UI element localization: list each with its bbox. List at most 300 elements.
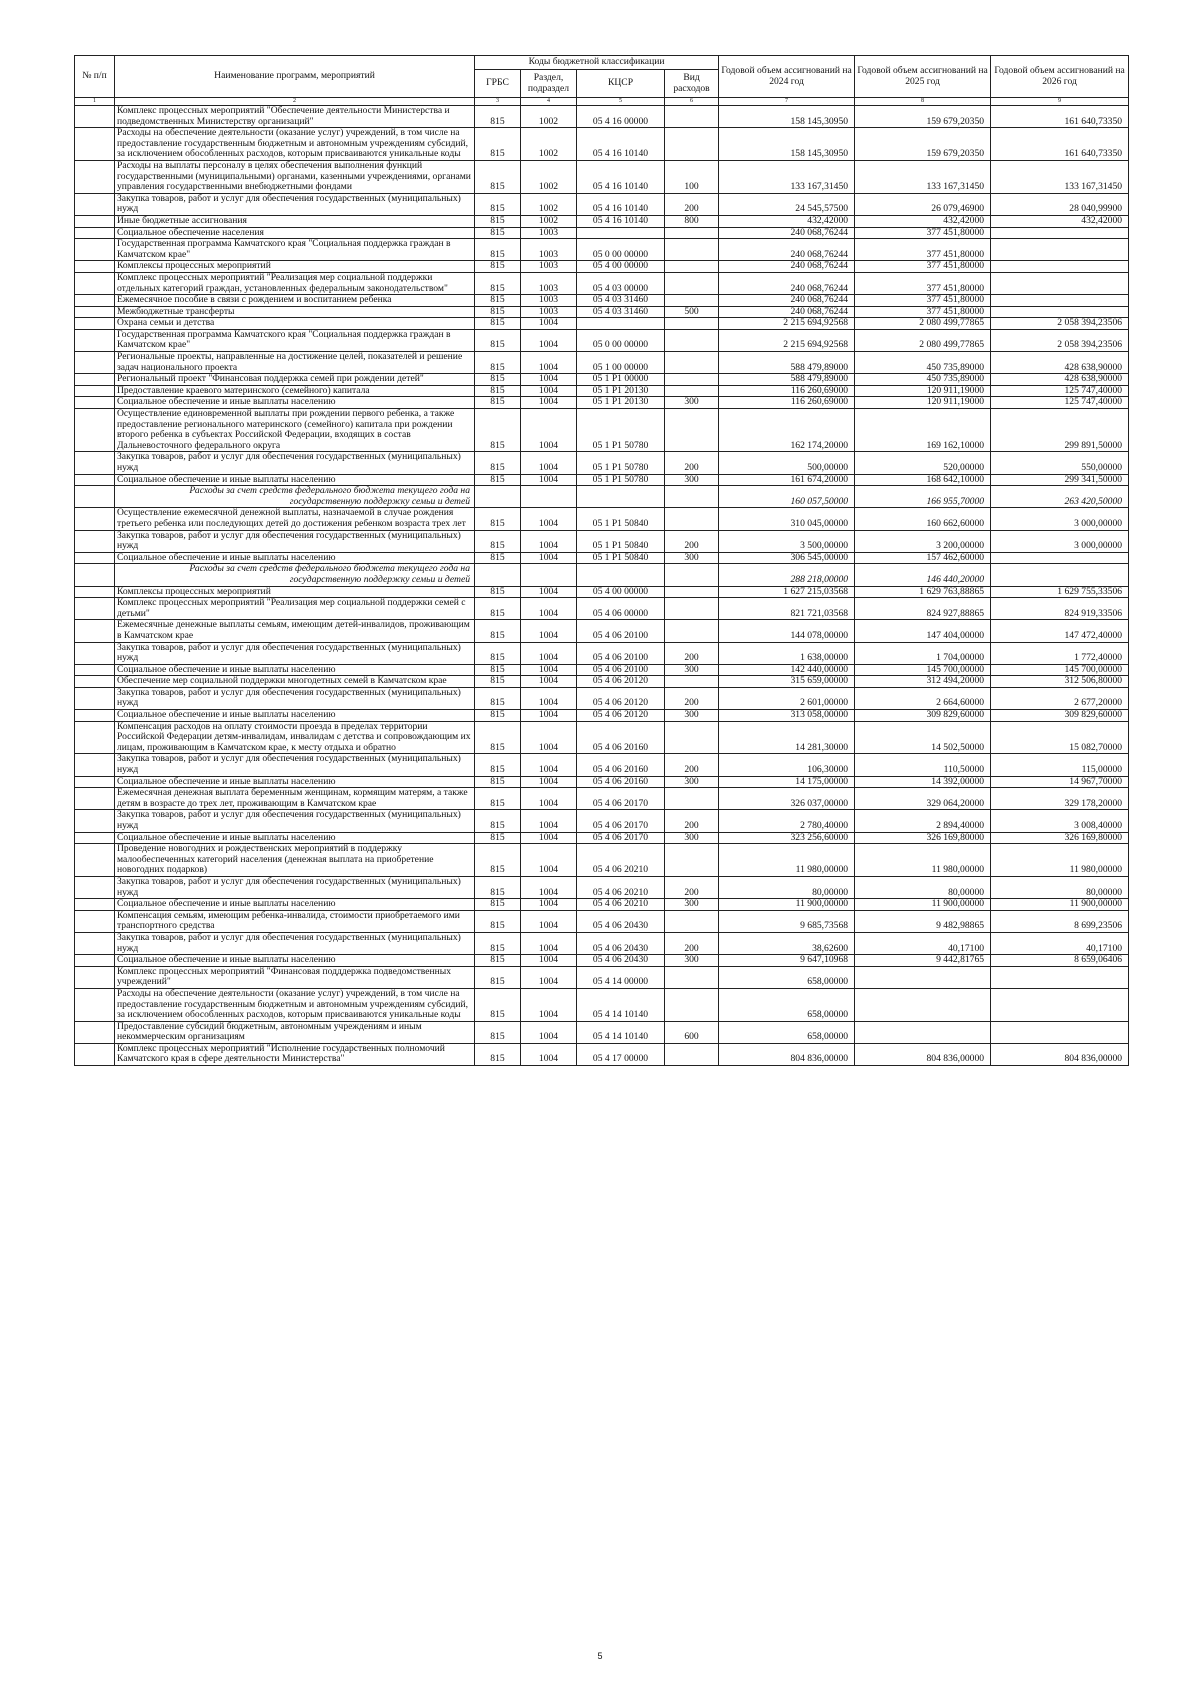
row-amount-2025: 377 451,80000	[855, 227, 991, 239]
row-kcsr: 05 4 14 00000	[577, 966, 665, 988]
row-section: 1004	[521, 620, 577, 642]
row-kcsr: 05 4 16 10140	[577, 160, 665, 193]
row-amount-2025: 312 494,20000	[855, 676, 991, 688]
row-vid	[665, 988, 719, 1021]
row-section: 1004	[521, 832, 577, 844]
row-grbs: 815	[475, 932, 521, 954]
row-number-cell	[75, 1043, 115, 1065]
row-amount-2024: 313 058,00000	[719, 710, 855, 722]
row-amount-2026	[991, 227, 1129, 239]
table-row	[75, 810, 1129, 832]
row-grbs: 815	[475, 352, 521, 374]
table-row	[75, 664, 1129, 676]
row-name: Охрана семьи и детства	[115, 318, 475, 330]
row-kcsr: 05 4 06 20170	[577, 832, 665, 844]
row-amount-2025: 450 735,89000	[855, 352, 991, 374]
table-row	[75, 932, 1129, 954]
row-kcsr: 05 1 P1 20130	[577, 397, 665, 409]
row-section: 1004	[521, 508, 577, 530]
row-vid: 500	[665, 306, 719, 318]
row-amount-2026: 550,00000	[991, 452, 1129, 474]
row-number-cell	[75, 329, 115, 351]
row-amount-2026: 133 167,31450	[991, 160, 1129, 193]
header-name: Наименование программ, мероприятий	[115, 56, 475, 98]
row-number-cell	[75, 128, 115, 161]
row-number-cell	[75, 564, 115, 586]
row-amount-2024: 162 174,20000	[719, 409, 855, 452]
row-kcsr: 05 4 00 00000	[577, 261, 665, 273]
row-vid: 200	[665, 452, 719, 474]
row-amount-2026	[991, 306, 1129, 318]
column-index: 4	[521, 98, 577, 106]
row-name: Иные бюджетные ассигнования	[115, 215, 475, 227]
row-grbs: 815	[475, 508, 521, 530]
row-amount-2024: 658,00000	[719, 1021, 855, 1043]
row-number-cell	[75, 966, 115, 988]
row-section: 1004	[521, 687, 577, 709]
table-row	[75, 988, 1129, 1021]
row-vid	[665, 598, 719, 620]
row-name: Закупка товаров, работ и услуг для обеспечения государственных (муниципальных) нужд	[115, 452, 475, 474]
row-amount-2024: 288 218,00000	[719, 564, 855, 586]
row-grbs: 815	[475, 474, 521, 486]
row-number-cell	[75, 452, 115, 474]
row-vid	[665, 721, 719, 754]
row-amount-2025: 326 169,80000	[855, 832, 991, 844]
row-amount-2026: 428 638,90000	[991, 374, 1129, 386]
row-amount-2026: 428 638,90000	[991, 352, 1129, 374]
row-name: Закупка товаров, работ и услуг для обеспечения государственных (муниципальных) нужд	[115, 876, 475, 898]
table-row	[75, 352, 1129, 374]
row-section: 1004	[521, 318, 577, 330]
row-number-cell	[75, 598, 115, 620]
row-amount-2024: 323 256,60000	[719, 832, 855, 844]
row-section: 1002	[521, 106, 577, 128]
row-amount-2025: 377 451,80000	[855, 272, 991, 294]
row-vid	[665, 352, 719, 374]
row-grbs: 815	[475, 272, 521, 294]
table-row	[75, 788, 1129, 810]
row-section: 1004	[521, 710, 577, 722]
row-amount-2026: 14 967,70000	[991, 776, 1129, 788]
row-amount-2026: 824 919,33506	[991, 598, 1129, 620]
table-row	[75, 452, 1129, 474]
row-amount-2025: 157 462,60000	[855, 552, 991, 564]
row-number-cell	[75, 193, 115, 215]
row-grbs: 815	[475, 318, 521, 330]
row-vid	[665, 261, 719, 273]
row-amount-2024: 14 175,00000	[719, 776, 855, 788]
row-amount-2024: 2 215 694,92568	[719, 329, 855, 351]
row-kcsr	[577, 564, 665, 586]
row-amount-2025: 520,00000	[855, 452, 991, 474]
row-section: 1004	[521, 552, 577, 564]
row-amount-2025: 432,42000	[855, 215, 991, 227]
page-number: 5	[597, 1651, 603, 1661]
row-section: 1003	[521, 239, 577, 261]
row-section: 1004	[521, 329, 577, 351]
row-amount-2026	[991, 966, 1129, 988]
row-kcsr: 05 4 06 20120	[577, 676, 665, 688]
row-section: 1002	[521, 193, 577, 215]
row-amount-2024: 2 215 694,92568	[719, 318, 855, 330]
row-amount-2024: 11 980,00000	[719, 844, 855, 877]
row-amount-2025: 120 911,19000	[855, 385, 991, 397]
row-grbs: 815	[475, 687, 521, 709]
row-grbs: 815	[475, 329, 521, 351]
row-vid: 200	[665, 754, 719, 776]
row-amount-2024: 2 780,40000	[719, 810, 855, 832]
row-amount-2026	[991, 1021, 1129, 1043]
row-grbs: 815	[475, 955, 521, 967]
row-grbs: 815	[475, 642, 521, 664]
row-number-cell	[75, 710, 115, 722]
row-grbs: 815	[475, 239, 521, 261]
row-name: Закупка товаров, работ и услуг для обеспечения государственных (муниципальных) нужд	[115, 687, 475, 709]
row-kcsr: 05 4 16 10140	[577, 193, 665, 215]
row-grbs: 815	[475, 721, 521, 754]
row-kcsr: 05 4 06 00000	[577, 598, 665, 620]
row-kcsr: 05 4 06 20210	[577, 899, 665, 911]
row-vid: 300	[665, 776, 719, 788]
table-row	[75, 955, 1129, 967]
row-amount-2024: 240 068,76244	[719, 261, 855, 273]
row-grbs: 815	[475, 106, 521, 128]
row-section: 1004	[521, 844, 577, 877]
row-amount-2024: 658,00000	[719, 966, 855, 988]
row-number-cell	[75, 261, 115, 273]
row-vid	[665, 385, 719, 397]
row-amount-2024: 310 045,00000	[719, 508, 855, 530]
row-grbs: 815	[475, 988, 521, 1021]
row-section	[521, 564, 577, 586]
row-amount-2024: 240 068,76244	[719, 239, 855, 261]
row-vid: 200	[665, 810, 719, 832]
row-kcsr: 05 4 16 10140	[577, 215, 665, 227]
row-grbs: 815	[475, 966, 521, 988]
table-row	[75, 1043, 1129, 1065]
table-row	[75, 374, 1129, 386]
row-amount-2025: 2 080 499,77865	[855, 329, 991, 351]
row-grbs: 815	[475, 620, 521, 642]
row-amount-2026: 2 058 394,23506	[991, 329, 1129, 351]
header-2024: Годовой объем ассигнований на 2024 год	[719, 56, 855, 98]
row-section: 1004	[521, 397, 577, 409]
row-vid	[665, 676, 719, 688]
row-kcsr: 05 4 14 10140	[577, 988, 665, 1021]
row-amount-2025: 80,00000	[855, 876, 991, 898]
row-section: 1004	[521, 530, 577, 552]
row-amount-2024: 38,62600	[719, 932, 855, 954]
row-amount-2024: 160 057,50000	[719, 486, 855, 508]
row-name: Региональный проект "Финансовая поддержка семей при рождении детей"	[115, 374, 475, 386]
row-amount-2024: 14 281,30000	[719, 721, 855, 754]
row-vid: 200	[665, 932, 719, 954]
row-kcsr: 05 1 P1 50840	[577, 508, 665, 530]
row-amount-2026: 309 829,60000	[991, 710, 1129, 722]
row-section: 1004	[521, 899, 577, 911]
row-name: Осуществление ежемесячной денежной выплаты, назначаемой в случае рождения третьего ребенка или последующих детей до достижения ребенком возраста трех лет	[115, 508, 475, 530]
row-kcsr: 05 4 06 20120	[577, 687, 665, 709]
row-name: Социальное обеспечение и иные выплаты населению	[115, 899, 475, 911]
column-index-row	[75, 98, 1129, 106]
row-number-cell	[75, 910, 115, 932]
row-name: Ежемесячные денежные выплаты семьям, имеющим детей-инвалидов, проживающим в Камчатском крае	[115, 620, 475, 642]
row-grbs: 815	[475, 160, 521, 193]
row-amount-2025: 159 679,20350	[855, 106, 991, 128]
row-name: Социальное обеспечение и иные выплаты населению	[115, 832, 475, 844]
row-amount-2025: 377 451,80000	[855, 295, 991, 307]
row-kcsr: 05 4 06 20430	[577, 955, 665, 967]
row-amount-2026: 40,17100	[991, 932, 1129, 954]
row-amount-2024: 158 145,30950	[719, 106, 855, 128]
table-row	[75, 676, 1129, 688]
row-number-cell	[75, 374, 115, 386]
column-index: 8	[855, 98, 991, 106]
row-amount-2025: 450 735,89000	[855, 374, 991, 386]
row-grbs: 815	[475, 530, 521, 552]
row-amount-2025: 168 642,10000	[855, 474, 991, 486]
table-row	[75, 272, 1129, 294]
row-number-cell	[75, 844, 115, 877]
table-row	[75, 215, 1129, 227]
row-section: 1004	[521, 988, 577, 1021]
row-amount-2024: 804 836,00000	[719, 1043, 855, 1065]
budget-table-sheet	[74, 55, 1128, 1066]
row-amount-2025	[855, 1021, 991, 1043]
row-name: Расходы на выплаты персоналу в целях обеспечения выполнения функций государственными (муниципальными) органами, казенными учреждениями, органами управления государственными внебюджетными фондами	[115, 160, 475, 193]
row-section: 1004	[521, 598, 577, 620]
row-section: 1004	[521, 452, 577, 474]
row-grbs: 815	[475, 409, 521, 452]
row-amount-2026: 3 008,40000	[991, 810, 1129, 832]
row-kcsr: 05 4 06 20430	[577, 932, 665, 954]
row-amount-2026	[991, 552, 1129, 564]
row-amount-2026: 161 640,73350	[991, 128, 1129, 161]
row-name: Комплекс процессных мероприятий "Реализация мер социальной поддержки семей с детьми"	[115, 598, 475, 620]
row-name: Социальное обеспечение и иные выплаты населению	[115, 664, 475, 676]
row-number-cell	[75, 586, 115, 598]
row-grbs: 815	[475, 876, 521, 898]
table-row	[75, 385, 1129, 397]
row-vid	[665, 128, 719, 161]
table-row	[75, 306, 1129, 318]
row-name: Государственная программа Камчатского края "Социальная поддержка граждан в Камчатском крае"	[115, 329, 475, 351]
row-amount-2026: 11 900,00000	[991, 899, 1129, 911]
row-kcsr: 05 1 P1 50840	[577, 530, 665, 552]
row-amount-2025: 160 662,60000	[855, 508, 991, 530]
row-kcsr: 05 1 P1 50780	[577, 474, 665, 486]
row-section: 1002	[521, 215, 577, 227]
row-vid: 200	[665, 687, 719, 709]
row-amount-2025: 824 927,88865	[855, 598, 991, 620]
row-name: Осуществление единовременной выплаты при рождении первого ребенка, а также предоставление регионального материнского (семейного) капитала при рождении второго ребенка в субъектах Российской Федерации, входящих в состав Дальневосточного федерального округа	[115, 409, 475, 452]
row-vid: 200	[665, 642, 719, 664]
row-number-cell	[75, 409, 115, 452]
row-name: Социальное обеспечение и иные выплаты населению	[115, 710, 475, 722]
row-amount-2026	[991, 564, 1129, 586]
row-amount-2025: 147 404,00000	[855, 620, 991, 642]
row-section: 1004	[521, 474, 577, 486]
row-kcsr	[577, 227, 665, 239]
row-number-cell	[75, 306, 115, 318]
table-row	[75, 239, 1129, 261]
row-section: 1003	[521, 295, 577, 307]
row-grbs: 815	[475, 754, 521, 776]
row-amount-2025: 11 900,00000	[855, 899, 991, 911]
row-amount-2026	[991, 988, 1129, 1021]
row-number-cell	[75, 215, 115, 227]
table-row	[75, 687, 1129, 709]
row-kcsr: 05 1 00 00000	[577, 352, 665, 374]
row-name: Межбюджетные трансферты	[115, 306, 475, 318]
row-vid: 300	[665, 397, 719, 409]
table-row	[75, 474, 1129, 486]
header-codes-group: Коды бюджетной классификации	[475, 56, 719, 70]
row-name: Предоставление субсидий бюджетным, автономным учреждениям и иным некоммерческим организациям	[115, 1021, 475, 1043]
row-vid: 200	[665, 193, 719, 215]
row-amount-2024: 142 440,00000	[719, 664, 855, 676]
row-name: Социальное обеспечение и иные выплаты населению	[115, 552, 475, 564]
row-grbs: 815	[475, 810, 521, 832]
row-amount-2024: 1 638,00000	[719, 642, 855, 664]
row-name: Закупка товаров, работ и услуг для обеспечения государственных (муниципальных) нужд	[115, 193, 475, 215]
row-amount-2024: 240 068,76244	[719, 306, 855, 318]
row-number-cell	[75, 508, 115, 530]
table-row	[75, 508, 1129, 530]
row-section: 1003	[521, 272, 577, 294]
row-kcsr: 05 1 P1 50840	[577, 552, 665, 564]
row-amount-2024: 315 659,00000	[719, 676, 855, 688]
row-amount-2026: 326 169,80000	[991, 832, 1129, 844]
row-name: Социальное обеспечение и иные выплаты населению	[115, 776, 475, 788]
row-grbs: 815	[475, 598, 521, 620]
row-grbs	[475, 564, 521, 586]
row-section: 1004	[521, 910, 577, 932]
row-number-cell	[75, 295, 115, 307]
row-amount-2024: 116 260,69000	[719, 397, 855, 409]
row-name: Ежемесячное пособие в связи с рождением и воспитанием ребенка	[115, 295, 475, 307]
row-kcsr: 05 0 00 00000	[577, 329, 665, 351]
row-vid: 300	[665, 664, 719, 676]
row-name: Расходы на обеспечение деятельности (оказание услуг) учреждений, в том числе на предоставление государственным бюджетным и автономным учреждениям субсидий, за исключением обособленных расходов, которым присваиваются уникальные коды	[115, 988, 475, 1021]
row-name: Ежемесячная денежная выплата беременным женщинам, кормящим матерям, а также детям в возрасте до трех лет, проживающим в Камчатском крае	[115, 788, 475, 810]
row-number-cell	[75, 788, 115, 810]
row-vid: 300	[665, 955, 719, 967]
row-amount-2024: 326 037,00000	[719, 788, 855, 810]
table-row	[75, 876, 1129, 898]
row-vid	[665, 910, 719, 932]
row-amount-2025: 169 162,10000	[855, 409, 991, 452]
row-kcsr: 05 0 00 00000	[577, 239, 665, 261]
row-name: Проведение новогодних и рождественских мероприятий в поддержку малообеспеченных категорий населения (денежная выплата на приобретение новогодних подарков)	[115, 844, 475, 877]
row-section: 1004	[521, 721, 577, 754]
row-amount-2024: 306 545,00000	[719, 552, 855, 564]
row-name: Социальное обеспечение и иные выплаты населению	[115, 955, 475, 967]
row-kcsr: 05 1 P1 00000	[577, 374, 665, 386]
row-amount-2026: 3 000,00000	[991, 508, 1129, 530]
row-amount-2026	[991, 272, 1129, 294]
row-name: Государственная программа Камчатского края "Социальная поддержка граждан в Камчатском крае"	[115, 239, 475, 261]
row-amount-2025: 804 836,00000	[855, 1043, 991, 1065]
row-amount-2025: 2 664,60000	[855, 687, 991, 709]
table-row	[75, 128, 1129, 161]
table-row	[75, 910, 1129, 932]
row-name: Социальное обеспечение и иные выплаты населению	[115, 474, 475, 486]
row-kcsr: 05 4 03 31460	[577, 306, 665, 318]
row-grbs: 815	[475, 295, 521, 307]
row-section: 1004	[521, 876, 577, 898]
row-amount-2026: 3 000,00000	[991, 530, 1129, 552]
row-amount-2025: 133 167,31450	[855, 160, 991, 193]
row-number-cell	[75, 955, 115, 967]
row-amount-2026: 804 836,00000	[991, 1043, 1129, 1065]
table-row	[75, 620, 1129, 642]
row-amount-2024: 588 479,89000	[719, 374, 855, 386]
row-grbs: 815	[475, 586, 521, 598]
row-name: Расходы за счет средств федерального бюджета текущего года на государственную поддержку семьи и детей	[115, 486, 475, 508]
row-amount-2026: 8 659,06406	[991, 955, 1129, 967]
row-grbs	[475, 486, 521, 508]
row-amount-2025: 1 704,00000	[855, 642, 991, 664]
row-name: Компенсация расходов на оплату стоимости проезда в пределах территории Российской Федерации детям-инвалидам, инвалидам с детства и сопровождающим их лицам, проживающим в Камчатском крае, к месту отдыха и обратно	[115, 721, 475, 754]
table-row	[75, 530, 1129, 552]
row-name: Расходы на обеспечение деятельности (оказание услуг) учреждений, в том числе на предоставление государственным бюджетным и автономным учреждениям субсидий, за исключением обособленных расходов, которым присваиваются уникальные коды	[115, 128, 475, 161]
row-amount-2025: 26 079,46900	[855, 193, 991, 215]
row-name: Комплекс процессных мероприятий "Реализация мер социальной поддержки отдельных категорий граждан, установленных федеральным законодательством"	[115, 272, 475, 294]
row-number-cell	[75, 988, 115, 1021]
table-row	[75, 1021, 1129, 1043]
row-name: Региональные проекты, направленные на достижение целей, показателей и решение задач национального проекта	[115, 352, 475, 374]
row-amount-2024: 80,00000	[719, 876, 855, 898]
row-grbs: 815	[475, 227, 521, 239]
table-row	[75, 329, 1129, 351]
row-amount-2025	[855, 966, 991, 988]
table-row	[75, 710, 1129, 722]
row-grbs: 815	[475, 1021, 521, 1043]
row-section: 1003	[521, 306, 577, 318]
row-grbs: 815	[475, 374, 521, 386]
row-section: 1004	[521, 676, 577, 688]
row-amount-2025: 309 829,60000	[855, 710, 991, 722]
row-kcsr: 05 4 06 20120	[577, 710, 665, 722]
row-number-cell	[75, 530, 115, 552]
row-vid	[665, 272, 719, 294]
row-number-cell	[75, 239, 115, 261]
row-number-cell	[75, 687, 115, 709]
header-section: Раздел, подраздел	[521, 70, 577, 98]
row-number-cell	[75, 664, 115, 676]
row-number-cell	[75, 227, 115, 239]
column-index: 5	[577, 98, 665, 106]
table-row	[75, 642, 1129, 664]
row-amount-2024: 240 068,76244	[719, 227, 855, 239]
row-amount-2026: 2 677,20000	[991, 687, 1129, 709]
row-number-cell	[75, 486, 115, 508]
row-amount-2026: 1 629 755,33506	[991, 586, 1129, 598]
row-amount-2026: 161 640,73350	[991, 106, 1129, 128]
row-kcsr	[577, 486, 665, 508]
row-vid: 100	[665, 160, 719, 193]
row-amount-2026: 147 472,40000	[991, 620, 1129, 642]
row-vid	[665, 508, 719, 530]
row-amount-2025: 2 080 499,77865	[855, 318, 991, 330]
table-row	[75, 844, 1129, 877]
row-grbs: 815	[475, 452, 521, 474]
row-number-cell	[75, 106, 115, 128]
row-vid: 300	[665, 899, 719, 911]
row-amount-2026: 8 699,23506	[991, 910, 1129, 932]
